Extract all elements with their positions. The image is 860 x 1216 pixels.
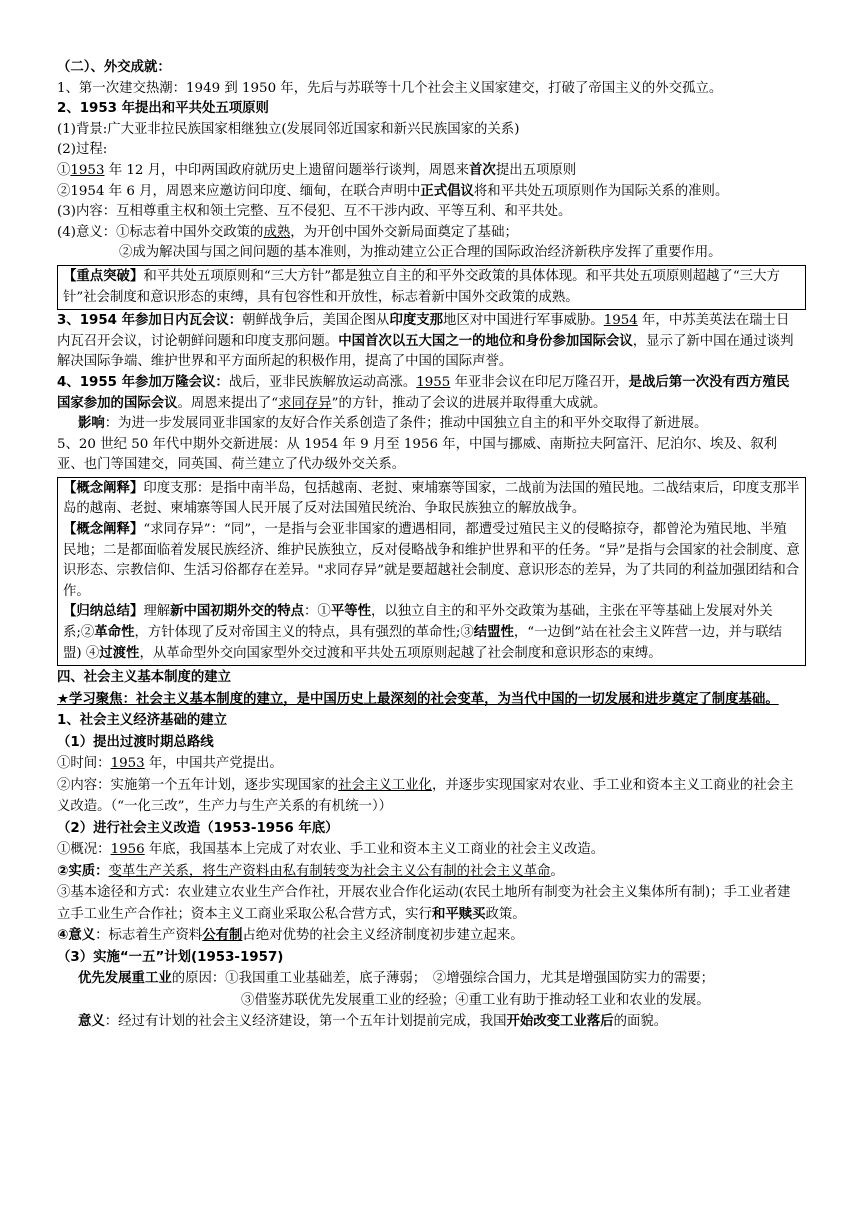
paragraph-priority-reasons-2: ③借鉴苏联优先发展重工业的经验；④重工业有助于推动轻工业和农业的发展。	[241, 992, 710, 1008]
paragraph-content: (3)内容：互相尊重主权和领土完整、互不侵犯、互不干涉内政、平等互利、和平共处。	[57, 204, 572, 220]
concept-indochina: 【概念阐释】印度支那：是指中南半岛，包括越南、老挝、柬埔寨等国家，二战前为法国的殖民地。二战结束后，印度支那半岛的越南、老挝、柬埔寨等国人民开展了反对法国殖民统治、争取民族独立的解放战争。	[63, 480, 800, 517]
paragraph-ways: ③基本途径和方式：农业建立农业生产合作社，开展农业合作化运动(农民土地所有制变为社会主义集体所有制)；手工业者建立手工业生产合作社；资本主义工商业采取公私合营方式，实行和平赎买政策。	[57, 885, 791, 922]
heading-five-principles: 2、1953 年提出和平共处五项原则	[57, 101, 269, 117]
section-heading-diplomacy: （二）、外交成就：	[57, 60, 171, 75]
paragraph-overview: ①概况：1956 年底，我国基本上完成了对农业、手工业和资本主义工商业的社会主义改造。	[57, 842, 605, 858]
concept-seek-common-ground: 【概念阐释】“求同存异”：“同”，一是指与会亚非国家的遭遇相同，都遭受过殖民主义的侵略掠夺，都曾沦为殖民地、半殖民地；二是都面临着发展民族经济、维护民族独立，反对侵略战争和维护世界和平的任务。“异”是指与会国家的社会制度、意识形态、宗教信仰、生活习俗都存在差异。"求同存异”就是要超越社会制度、意识形态的差异，为了共同的利益加强团结和合作。	[63, 522, 800, 599]
subheading-first-five-year-plan: （3）实施“一五”计划(1953-1957)	[57, 949, 284, 965]
paragraph-bandung: 4、1955 年参加万隆会议：战后，亚非民族解放运动高涨。1955 年亚非会议在印尼万隆召开，是战后第一次没有西方殖民国家参加的国际会议。周恩来提出了“求同存异”的方针，推动了会议的进展并取得重大成就。	[57, 374, 790, 411]
section-heading-socialist-system: 四、社会主义基本制度的建立	[57, 670, 232, 686]
paragraph-content-line: ②内容：实施第一个五年计划，逐步实现国家的社会主义工业化，并逐步实现国家对农业、手工业和资本主义工商业的社会主义改造。（“一化三改”，生产力与生产关系的有机统一））	[57, 777, 794, 815]
paragraph-time: ①时间：1953 年，中国共产党提出。	[57, 756, 283, 772]
paragraph-process-2: ②1954 年 6 月，周恩来应邀访问印度、缅甸，在联合声明中正式倡议将和平共处五项原则作为国际关系的准则。	[57, 183, 729, 199]
paragraph-first-wave: 1、第一次建交热潮：1949 到 1950 年，先后与苏联等十几个社会主义国家建交，打破了帝国主义的外交孤立。	[57, 80, 723, 96]
paragraph-meaning-2: ②成为解决国与国之间问题的基本准则，为推动建立公正合理的国际政治经济新秩序发挥了重要作用。	[119, 245, 722, 261]
paragraph-background: (1)背景:广大亚非拉民族国家相继独立(发展同邻近国家和新兴民族国家的关系)	[57, 121, 520, 137]
concept-box	[57, 477, 806, 666]
paragraph-process: (2)过程:	[57, 142, 108, 158]
heading-economic-base: 1、社会主义经济基础的建立	[57, 713, 228, 729]
document-page	[57, 58, 799, 1033]
year-1953: 1953	[70, 162, 105, 178]
paragraph-priority-reasons: 优先发展重工业的原因：①我国重工业基础差，底子薄弱； ②增强综合国力，尤其是增强国防实力的需要；	[78, 971, 715, 987]
paragraph-impact: 影响：为进一步发展同亚非国家的友好合作关系创造了条件；推动中国独立自主的和平外交取得了新进展。	[78, 416, 708, 432]
subheading-transformation: （2）进行社会主义改造（1953-1956 年底）	[57, 820, 339, 836]
paragraph-essence: ②实质：变革生产关系，将生产资料由私有制转变为社会主义公有制的社会主义革命。	[57, 863, 564, 879]
key-point-tag: 【重点突破】	[63, 268, 144, 284]
paragraph-mid-50s: 5、20 世纪 50 年代中期外交新进展：从 1954 年 9 月至 1956 年，中国与挪威、南斯拉夫阿富汗、尼泊尔、埃及、叙利亚、也门等国建交，同英国、荷兰建立了代办级外交关系。	[57, 436, 777, 473]
summary-features: 【归纳总结】理解新中国初期外交的特点：①平等性，以独立自主的和平外交政策为基础，主张在平等基础上发展对外关系;②革命性，方针体现了反对帝国主义的特点，具有强烈的革命性;③结盟性，“一边倒”站在社会主义阵营一边，并与联结盟) ④过渡性，从革命型外交向国家型外交过渡和平共处五项原则起越了社会制度和意识形态的束缚。	[63, 604, 783, 661]
paragraph-meaning-1: (4)意义：①标志着中国外交政策的成熟，为开创中国外交新局面奠定了基础；	[57, 224, 518, 240]
paragraph-significance: ④意义：标志着生产资料公有制占绝对优势的社会主义经济制度初步建立起来。	[57, 928, 524, 944]
paragraph-plan-significance: 意义：经过有计划的社会主义经济建设，第一个五年计划提前完成，我国开始改变工业落后的面貌。	[78, 1014, 668, 1030]
paragraph-geneva: 3、1954 年参加日内瓦会议：朝鲜战争后，美国企图从印度支那地区对中国进行军事威胁。1954 年，中苏美英法在瑞士日内瓦召开会议，讨论朝鲜问题和印度支那问题。中国首次以五大国之一的地位和身份参加国际会议，显示了新中国在通过谈判解决国际争端、维护世界和平方面所起的积极作用，提高了中国的国际声誉。	[57, 313, 794, 370]
learning-focus: ★学习聚焦：社会主义基本制度的建立，是中国历史上最深刻的社会变革，为当代中国的一切发展和进步奠定了制度基础。	[57, 691, 779, 707]
paragraph-process-1: ①1953 年 12 月，中印两国政府就历史上遗留问题举行谈判，周恩来首次提出五项原则	[57, 162, 577, 178]
key-point-box: 【重点突破】和平共处五项原则和“三大方针”都是独立自主的和平外交政策的具体体现。和平共处五项原则超越了“三大方针”社会制度和意识形态的束缚，具有包容性和开放性，标志着新中国外交政策的成熟。	[57, 265, 806, 310]
subheading-general-line: （1）提出过渡时期总路线	[57, 734, 214, 750]
